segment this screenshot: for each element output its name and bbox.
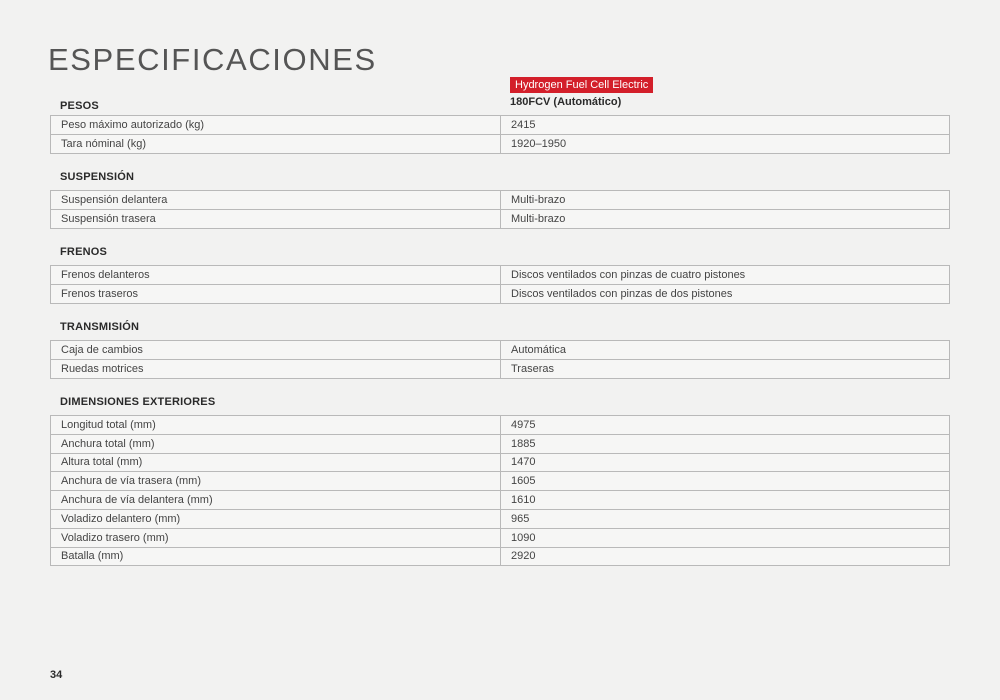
page-number: 34 xyxy=(50,669,63,681)
spec-table-exterior-dimensions xyxy=(50,415,950,566)
spec-table-transmission xyxy=(50,340,950,379)
table-row xyxy=(51,359,950,378)
row-value: 4975 xyxy=(501,416,950,435)
row-label: Peso máximo autorizado (kg) xyxy=(51,116,501,135)
table-row xyxy=(51,491,950,510)
section-title-transmission: TRANSMISIÓN xyxy=(60,321,140,333)
row-label: Anchura de vía delantera (mm) xyxy=(51,491,501,510)
spec-table-suspension xyxy=(50,190,950,229)
table-row xyxy=(51,116,950,135)
table-row xyxy=(51,528,950,547)
table-row xyxy=(51,191,950,210)
row-label: Suspensión trasera xyxy=(51,209,501,228)
section-title-brakes: FRENOS xyxy=(60,246,108,258)
row-value: Traseras xyxy=(501,359,950,378)
table-row xyxy=(51,134,950,153)
row-label: Frenos delanteros xyxy=(51,266,501,285)
page-title: ESPECIFICACIONES xyxy=(48,42,377,77)
section-title-pesos: PESOS xyxy=(60,100,99,112)
row-label: Voladizo delantero (mm) xyxy=(51,509,501,528)
spec-header-row xyxy=(60,96,950,112)
row-label: Voladizo trasero (mm) xyxy=(51,528,501,547)
row-value: Multi-brazo xyxy=(501,191,950,210)
row-value: Discos ventilados con pinzas de dos pistones xyxy=(501,284,950,303)
row-label: Anchura de vía trasera (mm) xyxy=(51,472,501,491)
table-row xyxy=(51,509,950,528)
row-label: Suspensión delantera xyxy=(51,191,501,210)
powertrain-badge: Hydrogen Fuel Cell Electric xyxy=(510,77,653,93)
row-value: 1605 xyxy=(501,472,950,491)
table-row xyxy=(51,209,950,228)
spec-table-brakes xyxy=(50,265,950,304)
row-value: 2920 xyxy=(501,547,950,566)
row-label: Ruedas motrices xyxy=(51,359,501,378)
table-row xyxy=(51,284,950,303)
row-value: 1090 xyxy=(501,528,950,547)
row-value: 2415 xyxy=(501,116,950,135)
row-label: Frenos traseros xyxy=(51,284,501,303)
row-label: Longitud total (mm) xyxy=(51,416,501,435)
row-label: Caja de cambios xyxy=(51,341,501,360)
row-label: Anchura total (mm) xyxy=(51,434,501,453)
model-name: 180FCV (Automático) xyxy=(510,96,622,108)
table-row xyxy=(51,453,950,472)
row-value: Automática xyxy=(501,341,950,360)
row-value: 1885 xyxy=(501,434,950,453)
row-value: 1610 xyxy=(501,491,950,510)
row-value: Multi-brazo xyxy=(501,209,950,228)
section-title-exterior-dimensions: DIMENSIONES EXTERIORES xyxy=(60,396,216,408)
table-row xyxy=(51,341,950,360)
row-label: Altura total (mm) xyxy=(51,453,501,472)
row-value: 1470 xyxy=(501,453,950,472)
table-row xyxy=(51,547,950,566)
table-row xyxy=(51,266,950,285)
table-row xyxy=(51,434,950,453)
row-label: Tara nóminal (kg) xyxy=(51,134,501,153)
row-value: Discos ventilados con pinzas de cuatro pistones xyxy=(501,266,950,285)
spec-table-pesos xyxy=(50,115,950,154)
row-value: 965 xyxy=(501,509,950,528)
row-label: Batalla (mm) xyxy=(51,547,501,566)
section-title-suspension: SUSPENSIÓN xyxy=(60,171,135,183)
row-value: 1920–1950 xyxy=(501,134,950,153)
table-row xyxy=(51,416,950,435)
table-row xyxy=(51,472,950,491)
